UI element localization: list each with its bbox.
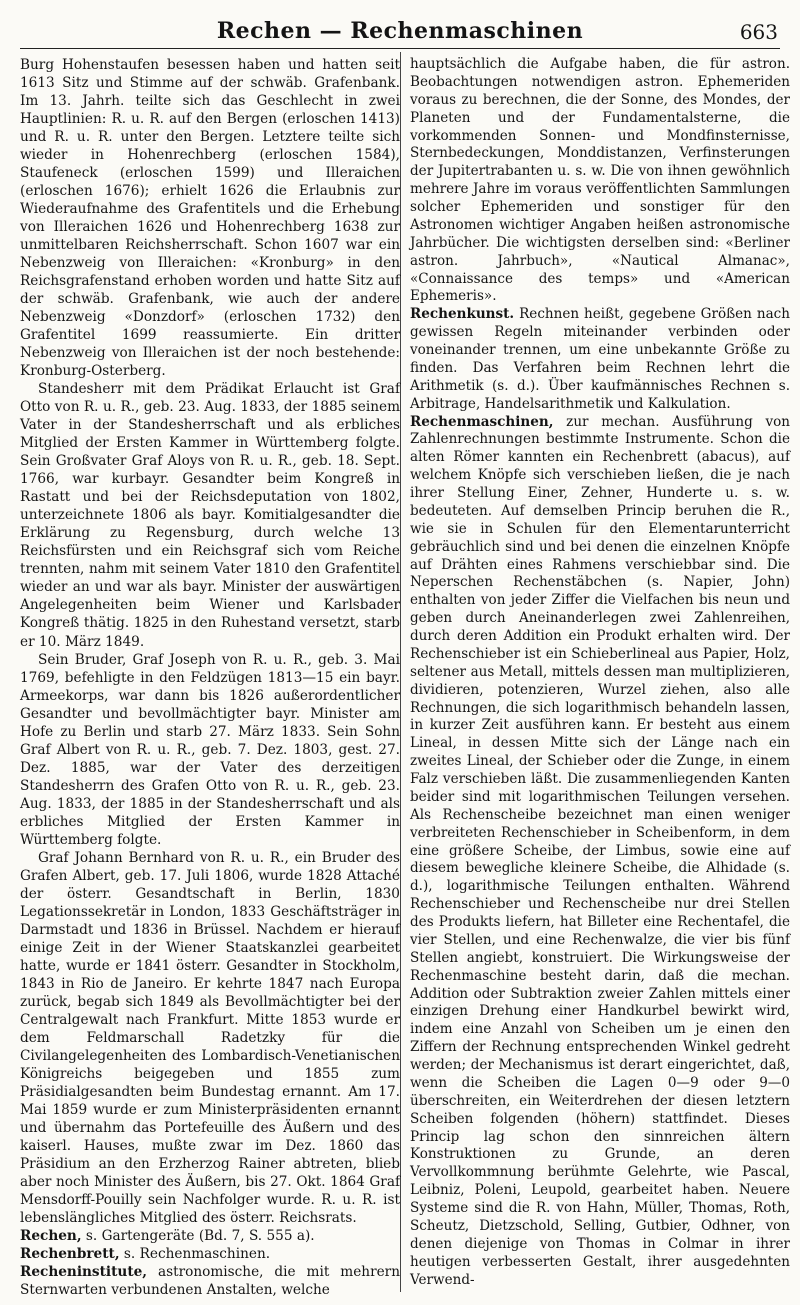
entry-recheninstitute [20,1263,400,1299]
entry-text: s. Rechenmaschinen. [119,1246,271,1263]
page-number: 663 [739,20,778,44]
paragraph: Graf Johann Bernhard von R. u. R., ein Bruder des Grafen Albert, geb. 17. Juli 1806, wurde 1828 Attaché der österr. Gesandtschaft in Berlin, 1830 Legationssekretär in London, 1833 Geschäftsträger in Darmstadt und 1836 in Brüssel. Nachdem er hierauf einige Zeit in der Wiener Staatskanzlei gearbeitet hatte, wurde er 1841 österr. Gesandter in Stockholm, 1843 in Rio de Janeiro. Er kehrte 1847 nach Europa zurück, begab sich 1849 als Bevollmächtigter bei der Centralgewalt nach Frankfurt. Mitte 1853 wurde er dem Feldmarschall Radetzky für die Civilangelegenheiten des Lombardisch-Venetianischen Königreichs beigegeben und 1855 zum Präsidialgesandten beim Bundestag ernannt. Am 17. Mai 1859 wurde er zum Ministerpräsidenten ernannt und übernahm das Portefeuille des Äußern und des kaiserl. Hauses, mußte zwar im Dez. 1860 das Präsidium an den Erzherzog Rainer abtreten, blieb aber noch Minister des Äußern, bis 27. Okt. 1864 Graf Mensdorff-Pouilly sein Nachfolger wurde. R. u. R. ist lebenslängliches Mitglied des österr. Reichsrats. [20,849,400,1226]
entry-text: zur mechan. Ausführung von Zahlenrechnungen bestimmte Instrumente. Schon die alten Römer kannten ein Rechenbrett (abacus), auf welchem Knöpfe sich verschieben ließen, die je nach ihrer Stellung Einer, Zehner, Hunderte u. s. w. bedeuteten. Auf demselben Princip beruhen die R., wie sie in Schulen für den Elementarunterricht gebräuchlich sind und bei denen die einzelnen Knöpfe auf Drähten eines Rahmens verschiebbar sind. Die Neperschen Rechenstäbchen (s. Napier, John) enthalten von jeder Ziffer die Vielfachen bis neun und geben durch Aneinanderlegen zwei Zahlenreihen, durch deren Addition ein Produkt erhalten wird. Der Rechenschieber ist ein Schieberlineal aus Papier, Holz, seltener aus Metall, mittels dessen man multiplizieren, dividieren, potenzieren, Wurzel ziehen, also alle Rechnungen, die sich logarithmisch behandeln lassen, in kurzer Zeit ausführen kann. Er besteht aus einem Lineal, in dessen Mitte sich der Länge nach ein zweites Lineal, der Schieber oder die Zunge, in einem Falz verschieben läßt. Die zusammenliegenden Kanten beider sind mit logarithmischen Teilungen versehen. Als Rechenscheibe bezeichnet man einen weniger verbreiteten Rechenschieber in Scheibenform, in dem eine größere Scheibe, der Limbus, sowie eine auf diesem bewegliche kleinere Scheibe, die Alhidade (s. d.), logarithmische Teilungen enthalten. Während Rechenschieber und Rechenscheibe nur drei Stellen des Produkts liefern, hat Billeter eine Rechentafel, die vier Stellen, und eine Rechenwalze, die vier bis fünf Stellen angiebt, konstruiert. Die Wirkungsweise der Rechenmaschine besteht darin, daß die mechan. Addition oder Subtraktion zweier Zahlen mittels einer einzigen Drehung einer Handkurbel bewirkt wird, indem eine Anzahl von Scheiben um je einen den Ziffern der Rechnung entsprechenden Winkel gedreht werden; der Mechanismus ist derart eingerichtet, daß, wenn die Scheiben die Lagen 0—9 oder 9—0 überschreiten, ein Weiterdrehen der diesen letztern Scheiben folgenden (höhern) stattfindet. Dieses Princip lag schon den sinnreichen ältern Konstruktionen zu Grunde, an deren Vervollkommnung berühmte Gelehrte, wie Pascal, Leibniz, Poleni, Leupold, gearbeitet haben. Neuere Systeme sind die R. von Hahn, Müller, Thomas, Roth, Scheutz, Dietzschold, Selling, Gutbier, Odhner, von denen diejenige von Thomas in Colmar in ihrer heutigen verbesserten Gestalt, ihrer ausgedehnten Verwend- [410,413,790,1288]
paragraph: hauptsächlich die Aufgabe haben, die für astron. Beobachtungen notwendigen astron. Ephemeriden voraus zu berechnen, die der Sonne, des Mondes, der Planeten und der Fundamentalsterne, die vorkommenden Sonnen- und Mondfinsternisse, Sternbedeckungen, Monddistanzen, Verfinsterungen der Jupitertrabanten u. s. w. Die von ihnen gewöhnlich mehrere Jahre im voraus veröffentlichten Sammlungen solcher Ephemeriden und sonstiger für den Astronomen wichtiger Angaben heißen astronomische Jahrbücher. Die wichtigsten derselben sind: «Berliner astron. Jahrbuch», «Nautical Almanac», «Connaissance des temps» und «American Ephemeris». [410,56,790,305]
headword: Recheninstitute, [20,1264,148,1281]
running-title: Rechen — Rechenmaschinen [216,18,584,44]
entry-text: s. Gartengeräte (Bd. 7, S. 555 a). [81,1228,315,1245]
entry-text: astronomische, die mit mehrern Sternwarten verbundenen Anstalten, welche [20,1264,400,1299]
entry-rechen [20,1227,400,1245]
right-column [410,56,790,1289]
paragraph: Burg Hohenstaufen besessen haben und hatten seit 1613 Sitz und Stimme auf der schwäb. Grafenbank. Im 13. Jahrh. teilte sich das Geschlecht in zwei Hauptlinien: R. u. R. auf den Bergen (erloschen 1413) und R. u. R. unter den Bergen. Letztere teilte sich wieder in Hohenrechberg (erloschen 1584), Staufeneck (erloschen 1599) und Illeraichen (erloschen 1676); erhielt 1626 die Erlaubnis zur Wiederaufnahme des Grafentitels und die Erhebung von Illeraichen 1626 und Hohenrechberg 1638 zur unmittelbaren Reichsherrschaft. Schon 1607 war ein Nebenzweig von Illeraichen: «Kronburg» in den Reichsgrafenstand erhoben worden und hatte Sitz auf der schwäb. Grafenbank, wie auch der andere Nebenzweig «Donzdorf» (erloschen 1732) den Grafentitel 1699 reassumierte. Ein dritter Nebenzweig von Illeraichen ist der noch bestehende: Kronburg-Osterberg. [20,57,400,380]
page-header [20,8,780,49]
headword: Rechenkunst. [410,306,515,323]
entry-rechenkunst [410,306,790,413]
headword: Rechen, [20,1228,82,1245]
headword: Rechenmaschinen, [410,413,554,430]
paragraph: Standesherr mit dem Prädikat Erlaucht ist Graf Otto von R. u. R., geb. 23. Aug. 1833, der 1885 seinem Vater in der Standesherrschaft und als erbliches Mitglied der Ersten Kammer in Württemberg folgte. Sein Großvater Graf Aloys von R. u. R., geb. 18. Sept. 1766, war kurbayr. Gesandter beim Kongreß in Rastatt und bei der Reichsdeputation von 1802, unterzeichnete 1806 als bayr. Komitialgesandter die Erklärung zu Regensburg, durch welche 13 Reichsfürsten und ein Reichsgraf sich vom Reiche trennten, nahm mit seinem Vater 1810 den Grafentitel wieder an und war als bayr. Minister der auswärtigen Angelegenheiten beim Wiener und Karlsbader Kongreß thätig. 1825 in den Ruhestand versetzt, starb er 10. März 1849. [20,381,400,650]
entry-rechenbrett [20,1245,400,1263]
headword: Rechenbrett, [20,1246,120,1263]
paragraph: Sein Bruder, Graf Joseph von R. u. R., geb. 3. Mai 1769, befehligte in den Feldzügen 1813—15 ein bayr. Armeekorps, war dann bis 1826 außerordentlicher Gesandter und bevollmächtigter bayr. Minister am Hofe zu Berlin und starb 27. März 1833. Sein Sohn Graf Albert von R. u. R., geb. 7. Dez. 1803, gest. 27. Dez. 1885, war der Vater des derzeitigen Standesherrn des Grafen Otto von R. u. R., geb. 23. Aug. 1833, der 1885 in der Standesherrschaft und als erbliches Mitglied der Ersten Kammer in Württemberg folgte. [20,651,400,848]
column-divider [400,52,401,1292]
entry-text: Rechnen heißt, gegebene Größen nach gewissen Regeln miteinander verbinden oder voneinander trennen, um eine unbekannte Größe zu finden. Das Verfahren beim Rechnen lehrt die Arithmetik (s. d.). Über kaufmännisches Rechnen s. Arbitrage, Handelsarithmetik und Kalkulation. [410,306,790,412]
entry-rechenmaschinen [410,414,790,1290]
left-column [20,56,400,1299]
